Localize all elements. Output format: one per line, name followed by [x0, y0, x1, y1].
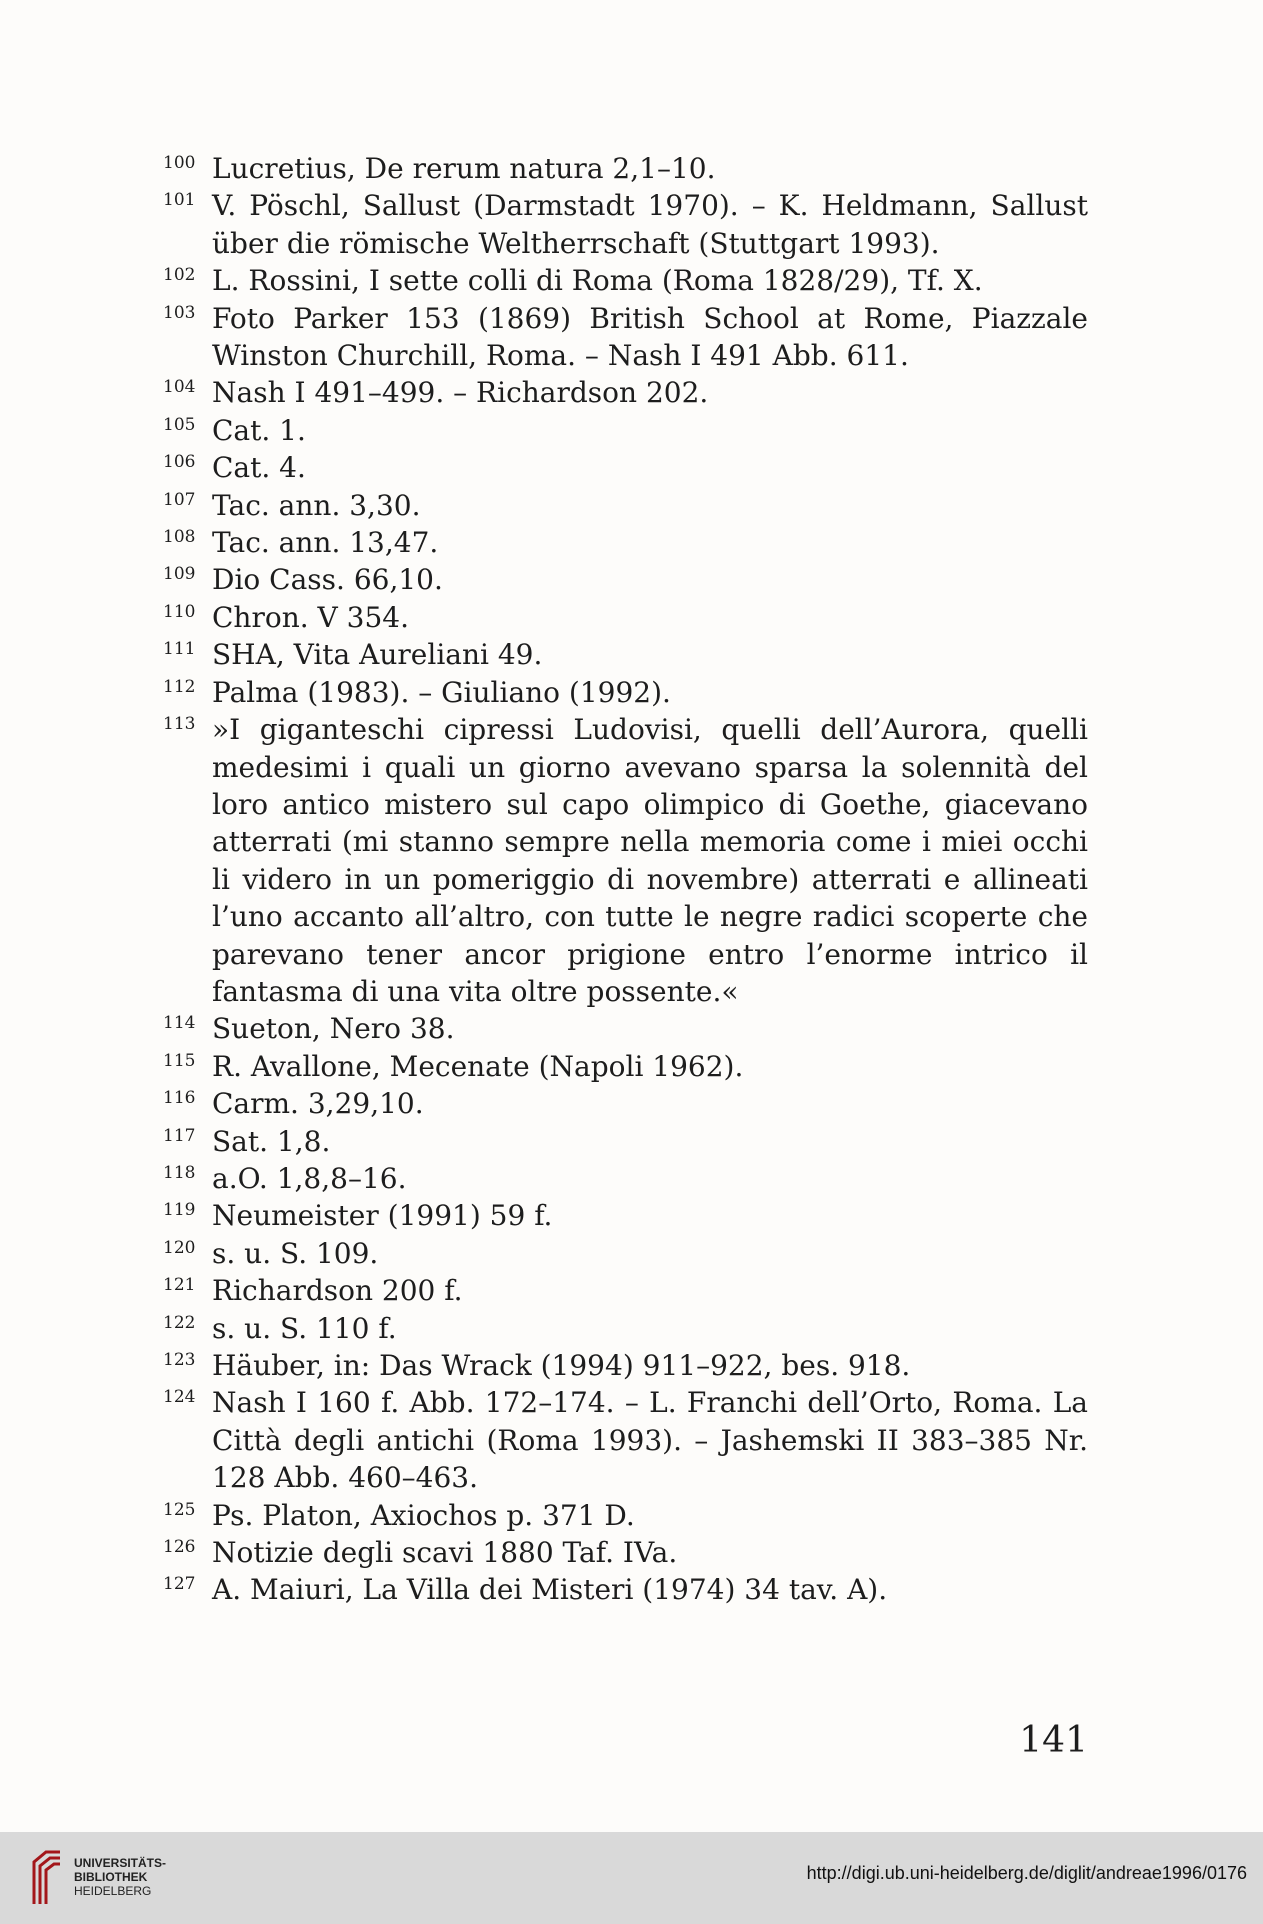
footnote-text: s. u. S. 110 f.: [212, 1311, 397, 1345]
library-logo-icon: [32, 1848, 62, 1906]
footnote-text: Palma (1983). – Giuliano (1992).: [212, 675, 671, 709]
footnote-123: [163, 1347, 1088, 1384]
footnote-text: Cat. 1.: [212, 413, 306, 447]
footnote-100: [163, 150, 1088, 187]
footnote-121: [163, 1272, 1088, 1309]
footnote-text: Häuber, in: Das Wrack (1994) 911–922, bes. 918.: [212, 1349, 911, 1382]
footnote-115: [163, 1048, 1088, 1085]
library-logo-text: [74, 1856, 166, 1898]
footnote-text: Neumeister (1991) 59 f.: [212, 1199, 553, 1233]
footnote-118: [163, 1160, 1088, 1197]
footnote-text: »I giganteschi cipressi Ludovisi, quelli dell’Aurora, quelli medesimi i quali un giorno avevano sparsa la solennità del loro antico mistero sul capo olimpico di Goethe, giacevano atterrati (mi stanno sempre nella memoria come i miei occhi li videro in un pomeriggio di novembre) atterrati e allineati l’uno accanto all’altro, con tutte le negre radici scoperte che parevano tener ancor prigione entro l’enorme intrico il fantasma di una vita oltre possente.«: [212, 713, 1088, 1008]
footnote-text: Sat. 1,8.: [212, 1124, 331, 1158]
page-number: 141: [1019, 1720, 1088, 1761]
footnote-114: [163, 1010, 1088, 1047]
footnote-list: [163, 150, 1088, 1609]
footnote-text: Foto Parker 153 (1869) British School at Rome, Piazzale Winston Churchill, Roma. – Nash I 491 Abb. 611.: [212, 301, 1088, 373]
footnote-text: A. Maiuri, La Villa dei Misteri (1974) 34 tav. A).: [212, 1573, 888, 1607]
footnote-number: 105: [163, 414, 196, 435]
footer-bar: [0, 1832, 1263, 1924]
logo-line-3: HEIDELBERG: [74, 1884, 152, 1898]
footnote-text: s. u. S. 109.: [212, 1236, 379, 1270]
footnote-119: [163, 1197, 1088, 1234]
footnote-number: 126: [163, 1537, 196, 1558]
footnote-107: [163, 487, 1088, 524]
footnote-number: 121: [163, 1275, 196, 1296]
footnote-number: 125: [163, 1499, 196, 1520]
footnote-110: [163, 599, 1088, 636]
footnote-text: Sueton, Nero 38.: [212, 1012, 455, 1046]
footnote-124: [163, 1384, 1088, 1496]
footnote-text: Nash I 491–499. – Richardson 202.: [212, 376, 709, 410]
footnote-text: Lucretius, De rerum natura 2,1–10.: [212, 152, 716, 185]
footnote-116: [163, 1085, 1088, 1122]
footnote-112: [163, 674, 1088, 711]
footnote-106: [163, 449, 1088, 486]
footnote-125: [163, 1497, 1088, 1534]
footnote-number: 101: [163, 190, 196, 211]
footnote-108: [163, 524, 1088, 561]
footnote-number: 118: [163, 1162, 196, 1183]
footnote-text: SHA, Vita Aureliani 49.: [212, 638, 543, 672]
footnote-number: 123: [163, 1350, 196, 1370]
footnote-number: 114: [163, 1013, 196, 1034]
footnote-number: 120: [163, 1237, 196, 1258]
footnote-number: 116: [163, 1088, 196, 1109]
library-logo[interactable]: [32, 1848, 166, 1906]
footnote-text: Nash I 160 f. Abb. 172–174. – L. Franchi dell’Orto, Roma. La Città degli antichi (Roma 1993). – Jashemski II 383–385 Nr. 128 Abb. 460–463.: [212, 1386, 1088, 1495]
footnote-103: [163, 300, 1088, 375]
footnote-text: Dio Cass. 66,10.: [212, 563, 443, 597]
footnote-text: Tac. ann. 13,47.: [212, 526, 439, 560]
footnote-text: Tac. ann. 3,30.: [212, 488, 421, 522]
footnote-127: [163, 1571, 1088, 1608]
footnote-104: [163, 374, 1088, 411]
footnote-109: [163, 561, 1088, 598]
footnote-105: [163, 412, 1088, 449]
footnote-number: 102: [163, 265, 196, 286]
footnote-text: Cat. 4.: [212, 451, 306, 485]
footnote-number: 122: [163, 1312, 196, 1333]
footnote-111: [163, 636, 1088, 673]
footnote-117: [163, 1123, 1088, 1160]
footnote-number: 109: [163, 564, 196, 585]
footnote-text: L. Rossini, I sette colli di Roma (Roma 1828/29), Tf. X.: [212, 264, 983, 298]
footnote-text: Carm. 3,29,10.: [212, 1087, 424, 1121]
footnote-number: 127: [163, 1574, 196, 1595]
footnote-number: 104: [163, 377, 196, 398]
footnote-number: 124: [163, 1387, 196, 1408]
footnote-number: 112: [163, 676, 196, 697]
footnote-126: [163, 1534, 1088, 1571]
footnote-text: V. Pöschl, Sallust (Darmstadt 1970). – K. Heldmann, Sallust über die römische Weltherrschaft (Stuttgart 1993).: [212, 189, 1088, 260]
footnote-101: [163, 187, 1088, 262]
footnote-text: Richardson 200 f.: [212, 1274, 463, 1308]
footnote-text: Notizie degli scavi 1880 Taf. IVa.: [212, 1536, 678, 1570]
footnote-number: 106: [163, 452, 196, 473]
footnote-number: 100: [163, 153, 196, 173]
footnote-number: 115: [163, 1050, 196, 1071]
footnote-number: 110: [163, 601, 196, 622]
footnote-number: 108: [163, 527, 196, 548]
footnote-number: 113: [163, 714, 196, 735]
footnote-number: 107: [163, 489, 196, 510]
footnote-text: Ps. Platon, Axiochos p. 371 D.: [212, 1498, 635, 1532]
footnote-text: Chron. V 354.: [212, 600, 409, 634]
footnote-number: 117: [163, 1125, 196, 1146]
source-url[interactable]: http://digi.ub.uni-heidelberg.de/diglit/andreae1996/0176: [806, 1863, 1247, 1883]
logo-line-1: UNIVERSITÄTS-: [74, 1856, 167, 1870]
footnote-text: a.O. 1,8,8–16.: [212, 1161, 407, 1195]
footnote-113: [163, 711, 1088, 1010]
footnote-122: [163, 1310, 1088, 1347]
footnote-number: 111: [163, 639, 196, 660]
footnote-number: 103: [163, 302, 196, 323]
footnote-text: R. Avallone, Mecenate (Napoli 1962).: [212, 1049, 744, 1083]
footnote-120: [163, 1235, 1088, 1272]
logo-line-2: BIBLIOTHEK: [74, 1870, 148, 1884]
footnote-102: [163, 262, 1088, 299]
footnote-number: 119: [163, 1200, 196, 1221]
